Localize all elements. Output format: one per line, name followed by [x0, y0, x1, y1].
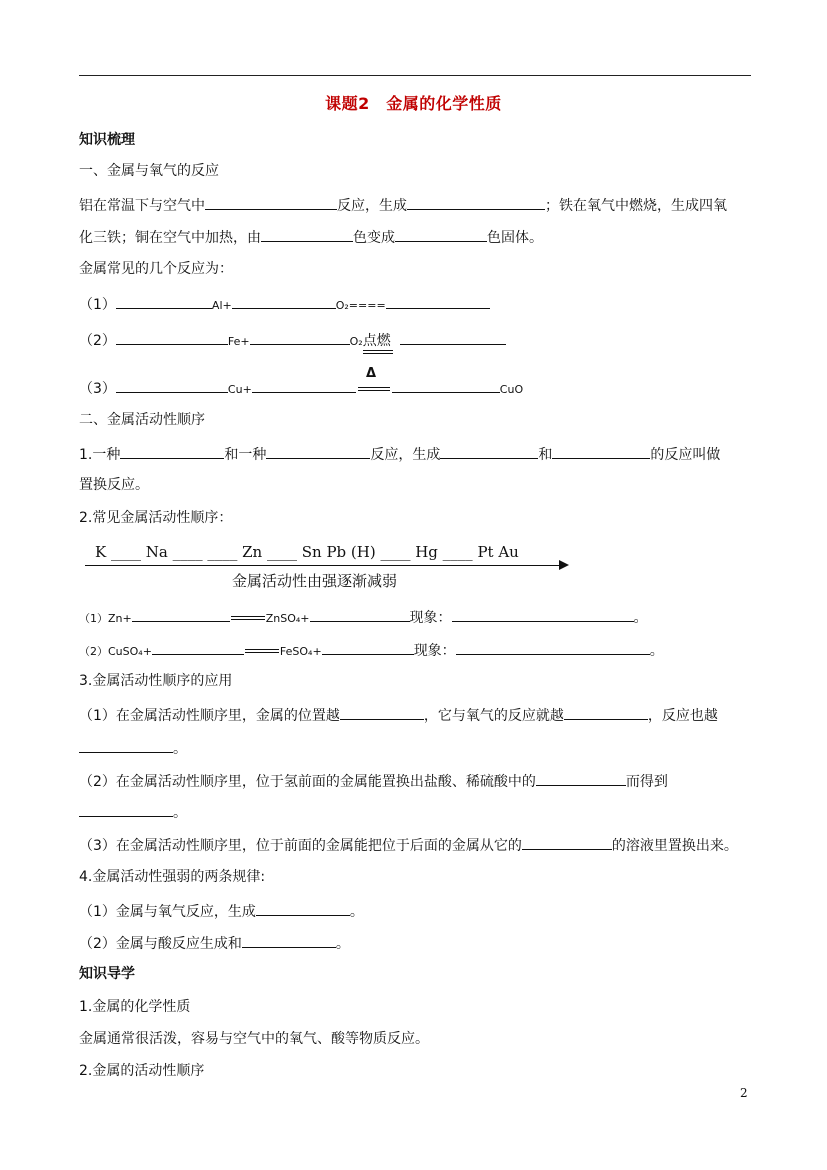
formula-al: Al+	[211, 299, 232, 312]
fill-blank[interactable]	[564, 705, 648, 720]
text: （1）金属与氧气反应，生成	[79, 904, 256, 920]
text: 现象：	[413, 643, 456, 659]
text: 色变成	[353, 230, 395, 246]
formula: FeSO₄+	[279, 645, 322, 658]
fill-blank[interactable]	[242, 933, 336, 948]
text: 的反应叫做	[650, 447, 721, 463]
text: 。	[349, 904, 364, 920]
formula-o2: O₂	[349, 335, 363, 348]
equals-sign	[358, 387, 390, 391]
formula-fe: Fe+	[227, 335, 250, 348]
text: ，它与氧气的反应就越	[423, 708, 564, 724]
page-title: 课题2 金属的化学性质	[325, 94, 502, 113]
question-1-cont: 置换反应。	[79, 477, 149, 493]
item-number: （1）	[79, 297, 116, 313]
condition-ignite	[363, 332, 391, 350]
fill-blank[interactable]	[132, 607, 230, 622]
arrow-head-icon	[559, 560, 569, 570]
question-2: 2.常见金属活动性顺序：	[79, 510, 233, 526]
metal-series-row: K ____ Na ____ ____ Zn ____ Sn Pb (H) ____ Hg ____ Pt Au	[95, 543, 519, 561]
fill-blank[interactable]	[250, 330, 350, 345]
fill-blank[interactable]	[522, 835, 612, 850]
fill-blank[interactable]	[407, 195, 545, 210]
fill-blank[interactable]	[116, 294, 212, 309]
question-4: 4.金属活动性强弱的两条规律:	[79, 869, 266, 885]
question-3: 3.金属活动性顺序的应用	[79, 673, 233, 689]
text: 现象：	[409, 610, 452, 626]
fill-blank[interactable]	[256, 901, 350, 916]
fill-blank[interactable]	[340, 705, 424, 720]
fill-blank[interactable]	[400, 330, 506, 345]
text: 色固体。	[487, 230, 543, 246]
section-heading-knowledge-guide: 知识导学	[79, 966, 135, 982]
text: 。	[649, 643, 664, 659]
text: 。	[335, 936, 350, 952]
text: （2）金属与酸反应生成和	[79, 936, 242, 952]
equation-2	[79, 640, 664, 661]
guide-item-2: 2.金属的活动性顺序	[79, 1063, 205, 1079]
heat-triangle-icon: Δ	[366, 366, 377, 381]
fill-blank[interactable]	[116, 378, 228, 393]
guide-item-1: 1.金属的化学性质	[79, 999, 191, 1015]
equals-sign	[245, 649, 279, 653]
formula-cuo: CuO	[499, 383, 524, 396]
formula: （1）Zn+	[79, 612, 132, 625]
fill-blank[interactable]	[120, 444, 224, 459]
text: （3）在金属活动性顺序里，位于前面的金属能把位于后面的金属从它的	[79, 838, 522, 854]
fill-blank[interactable]	[392, 378, 500, 393]
fill-blank[interactable]	[440, 444, 538, 459]
text: 。	[173, 805, 187, 821]
equation-1	[79, 607, 648, 628]
text: （1）在金属活动性顺序里，金属的位置越	[79, 708, 340, 724]
fill-blank[interactable]	[205, 195, 337, 210]
formula-cu: Cu+	[227, 383, 252, 396]
text: 而得到	[625, 774, 668, 790]
activity-series-diagram	[79, 540, 574, 590]
fill-blank[interactable]	[152, 640, 244, 655]
fill-blank[interactable]	[79, 738, 173, 753]
formula-o2: O₂====	[335, 299, 386, 312]
fill-blank[interactable]	[266, 444, 370, 459]
condition-label: 点燃	[362, 333, 391, 349]
fill-blank[interactable]	[261, 227, 353, 242]
fill-blank[interactable]	[79, 802, 173, 817]
fill-blank[interactable]	[456, 640, 650, 655]
text: 反应，生成	[337, 198, 407, 214]
text: 反应，生成	[370, 447, 441, 463]
fill-blank[interactable]	[322, 640, 414, 655]
equals-sign	[231, 616, 265, 620]
fill-blank[interactable]	[536, 771, 626, 786]
text: 。	[633, 610, 648, 626]
rule-1	[79, 901, 364, 921]
section-heading-knowledge-review: 知识梳理	[79, 132, 135, 148]
rule-2	[79, 933, 350, 953]
text: 和一种	[224, 447, 267, 463]
subheading-activity-series: 二、金属活动性顺序	[79, 412, 205, 428]
fill-blank[interactable]	[116, 330, 228, 345]
arrow-line	[85, 565, 563, 566]
application-2-cont	[79, 802, 187, 822]
paragraph-copper	[79, 227, 543, 247]
text: 。	[173, 741, 187, 757]
page-number: 2	[740, 1086, 748, 1100]
equals-sign	[363, 350, 393, 354]
text: 化三铁；铜在空气中加热，由	[79, 230, 261, 246]
guide-item-1-text: 金属通常很活泼，容易与空气中的氧气、酸等物质反应。	[79, 1031, 429, 1047]
text: 的溶液里置换出来。	[611, 838, 738, 854]
series-caption: 金属活动性由强逐渐减弱	[232, 572, 398, 590]
item-number: （3）	[79, 381, 116, 397]
item-number: （2）	[79, 333, 116, 349]
reaction-1	[79, 294, 490, 315]
text: ；铁在氧气中燃烧，生成四氧	[545, 198, 727, 214]
fill-blank[interactable]	[552, 444, 650, 459]
fill-blank[interactable]	[386, 294, 490, 309]
fill-blank[interactable]	[310, 607, 410, 622]
paragraph-aluminum	[79, 195, 727, 215]
text: ，反应也越	[647, 708, 718, 724]
fill-blank[interactable]	[232, 294, 336, 309]
question-1	[79, 444, 720, 464]
text: 和	[538, 447, 553, 463]
application-1-cont	[79, 738, 187, 758]
formula: ZnSO₄+	[265, 612, 310, 625]
text: 1.一种	[79, 447, 121, 463]
header-rule	[79, 75, 751, 76]
text: 铝在常温下与空气中	[79, 198, 205, 214]
reaction-2	[79, 330, 506, 351]
application-1	[79, 705, 718, 725]
fill-blank[interactable]	[452, 607, 634, 622]
subheading-metal-oxygen: 一、金属与氧气的反应	[79, 163, 219, 179]
fill-blank[interactable]	[395, 227, 487, 242]
fill-blank[interactable]	[252, 378, 356, 393]
reactions-intro: 金属常见的几个反应为：	[79, 261, 233, 277]
text: （2）在金属活动性顺序里，位于氢前面的金属能置换出盐酸、稀硫酸中的	[79, 774, 536, 790]
application-3	[79, 835, 738, 855]
reaction-3	[79, 378, 523, 399]
application-2	[79, 771, 668, 791]
formula: （2）CuSO₄+	[79, 645, 152, 658]
